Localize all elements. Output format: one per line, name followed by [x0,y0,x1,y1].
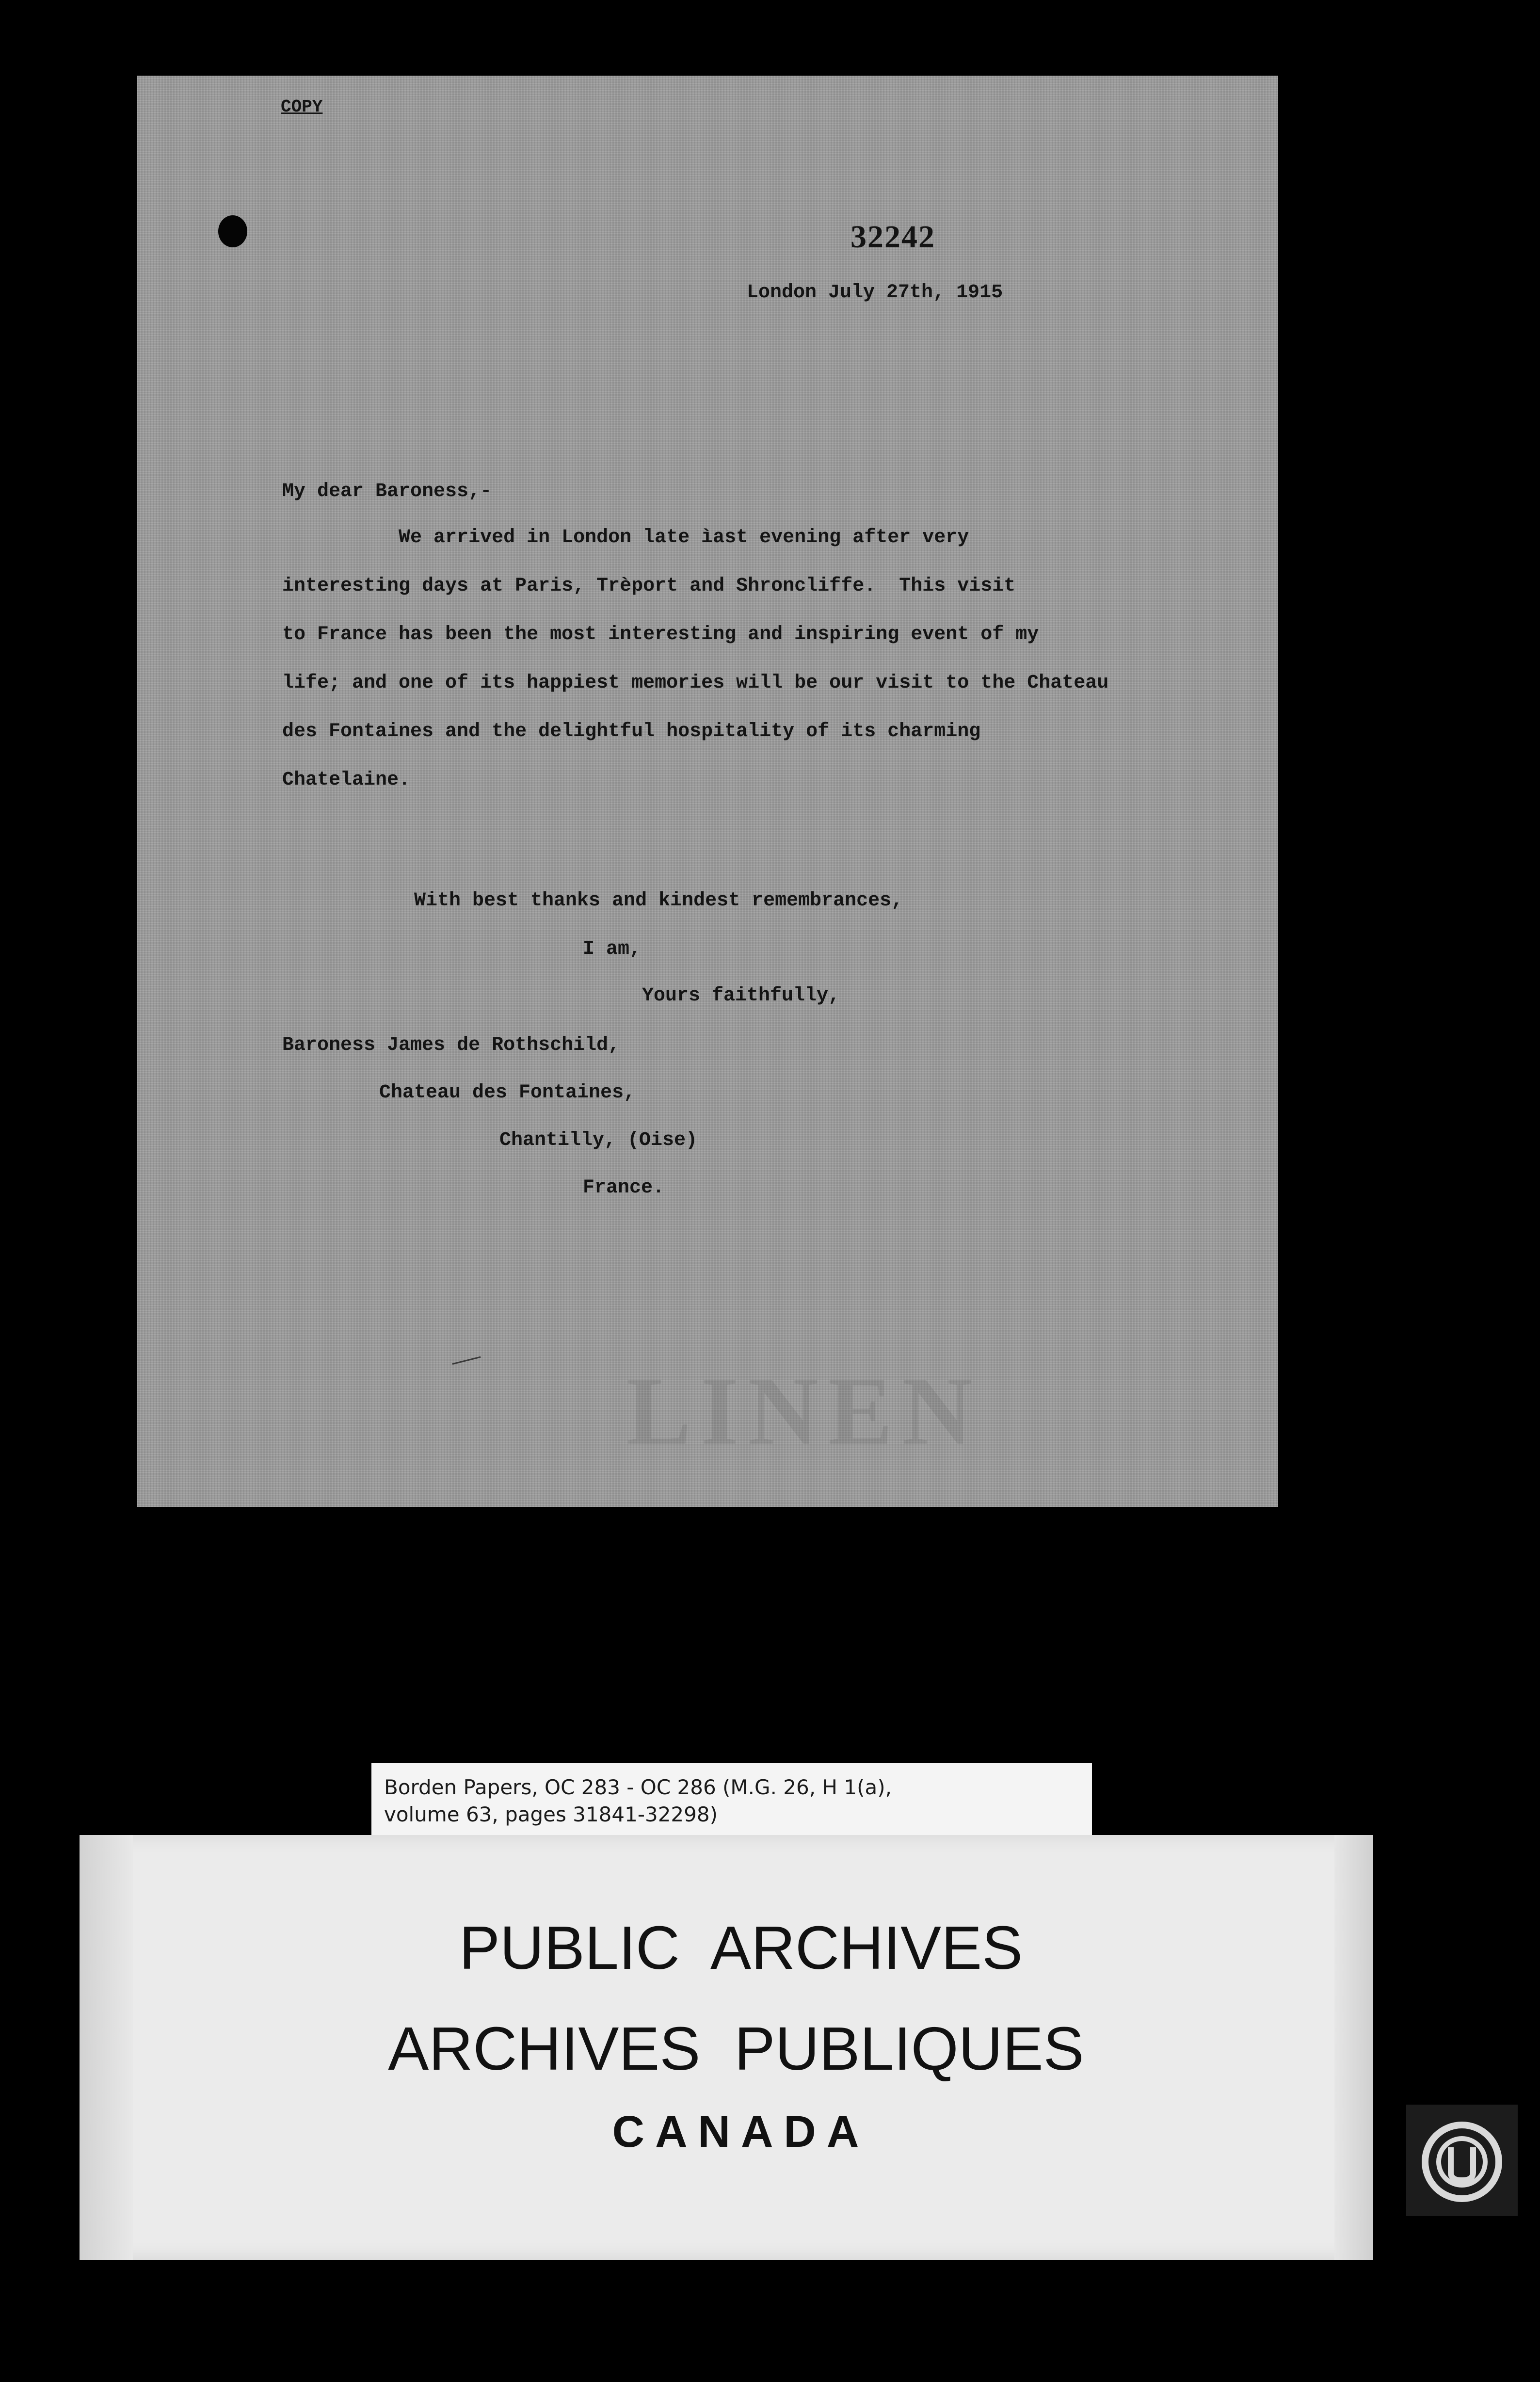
archives-title-french: ARCHIVES PUBLIQUES [388,2014,1084,2083]
recipient-address-line: Chantilly, (Oise) [499,1129,698,1151]
recipient-address-line: Chateau des Fontaines, [379,1082,636,1104]
letter-body-line: to France has been the most interesting and inspiring event of my [282,624,1039,645]
archives-title-english: PUBLIC ARCHIVES [459,1914,1023,1982]
letter-body-line: interesting days at Paris, Trèport and Shroncliffe. This visit [282,575,1016,597]
copy-mark: COPY [281,97,323,117]
letter-sheet [137,76,1278,1507]
archives-card [80,1835,1373,2260]
letter-closing-thanks: With best thanks and kindest remembrances, [414,890,903,912]
letter-body-line: We arrived in London late ìast evening after very [282,527,969,548]
letter-body-line: Chatelaine. [282,769,411,791]
reference-line: Borden Papers, OC 283 - OC 286 (M.G. 26, H 1(a), [384,1775,892,1799]
letter-body-line: des Fontaines and the delightful hospitality of its charming [282,721,981,742]
letter-body [282,527,1108,818]
microfilm-logo-icon [1406,2105,1518,2216]
punch-hole [218,215,247,247]
letter-closing-signoff: Yours faithfully, [642,985,840,1007]
archives-country: CANADA [612,2107,870,2157]
paper-watermark: LINEN [626,1358,982,1465]
recipient-address-line: Baroness James de Rothschild, [282,1034,620,1056]
letter-date: London July 27th, 1915 [747,282,1003,304]
stray-pen-mark [452,1356,481,1365]
letter-salutation: My dear Baroness,- [282,481,492,502]
document-number-stamp: 32242 [850,219,935,255]
letter-closing-i-am: I am, [583,938,642,960]
letter-body-line: life; and one of its happiest memories will be our visit to the Chateau [282,672,1109,694]
reference-slip [371,1763,1092,1839]
reference-line: volume 63, pages 31841-32298) [384,1803,718,1826]
recipient-address-line: France. [583,1177,665,1199]
